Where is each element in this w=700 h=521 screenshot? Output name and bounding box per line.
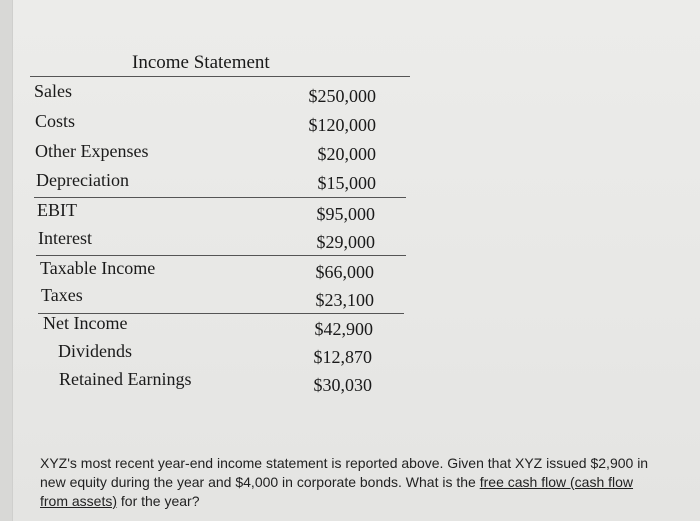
question-text: [40, 454, 660, 511]
row-value-taxable-income: $66,000: [315, 262, 374, 282]
row-value-net-income: $42,900: [314, 319, 373, 339]
title-underline: [30, 76, 410, 77]
subtotal-rule-net-income: [38, 313, 404, 314]
row-value-costs: $120,000: [308, 115, 376, 135]
row-label-dividends: Dividends: [58, 341, 132, 361]
statement-title: Income Statement: [132, 52, 270, 73]
subtotal-rule-ebit: [34, 197, 406, 198]
row-label-depreciation: Depreciation: [36, 170, 129, 190]
row-label-retained-earnings: Retained Earnings: [59, 369, 192, 389]
row-value-dividends: $12,870: [313, 347, 372, 367]
row-label-costs: Costs: [35, 111, 76, 131]
question-text-before: XYZ's most recent year-end income statement is reported above. Given that XYZ issued $2,900 in new equity during the year and $4,000 in corporate bonds. What is the: [40, 455, 649, 490]
row-value-interest: $29,000: [316, 232, 375, 252]
row-label-other-expenses: Other Expenses: [35, 141, 149, 161]
row-value-taxes: $23,100: [315, 290, 374, 310]
question-text-after: for the year?: [117, 493, 200, 509]
row-label-sales: Sales: [34, 81, 72, 101]
row-value-sales: $250,000: [308, 86, 376, 106]
row-value-depreciation: $15,000: [317, 173, 376, 193]
row-label-interest: Interest: [38, 228, 92, 248]
row-value-retained-earnings: $30,030: [313, 375, 372, 395]
subtotal-rule-taxable-income: [36, 255, 406, 256]
row-value-other-expenses: $20,000: [317, 144, 376, 164]
row-label-ebit: EBIT: [37, 200, 77, 220]
row-label-net-income: Net Income: [43, 313, 128, 333]
left-edge-strip: [0, 0, 13, 521]
row-label-taxable-income: Taxable Income: [40, 258, 156, 278]
row-label-taxes: Taxes: [41, 285, 83, 305]
row-value-ebit: $95,000: [316, 204, 375, 224]
free-cash-flow-link[interactable]: free cash flow (cash flow from assets): [40, 474, 634, 509]
